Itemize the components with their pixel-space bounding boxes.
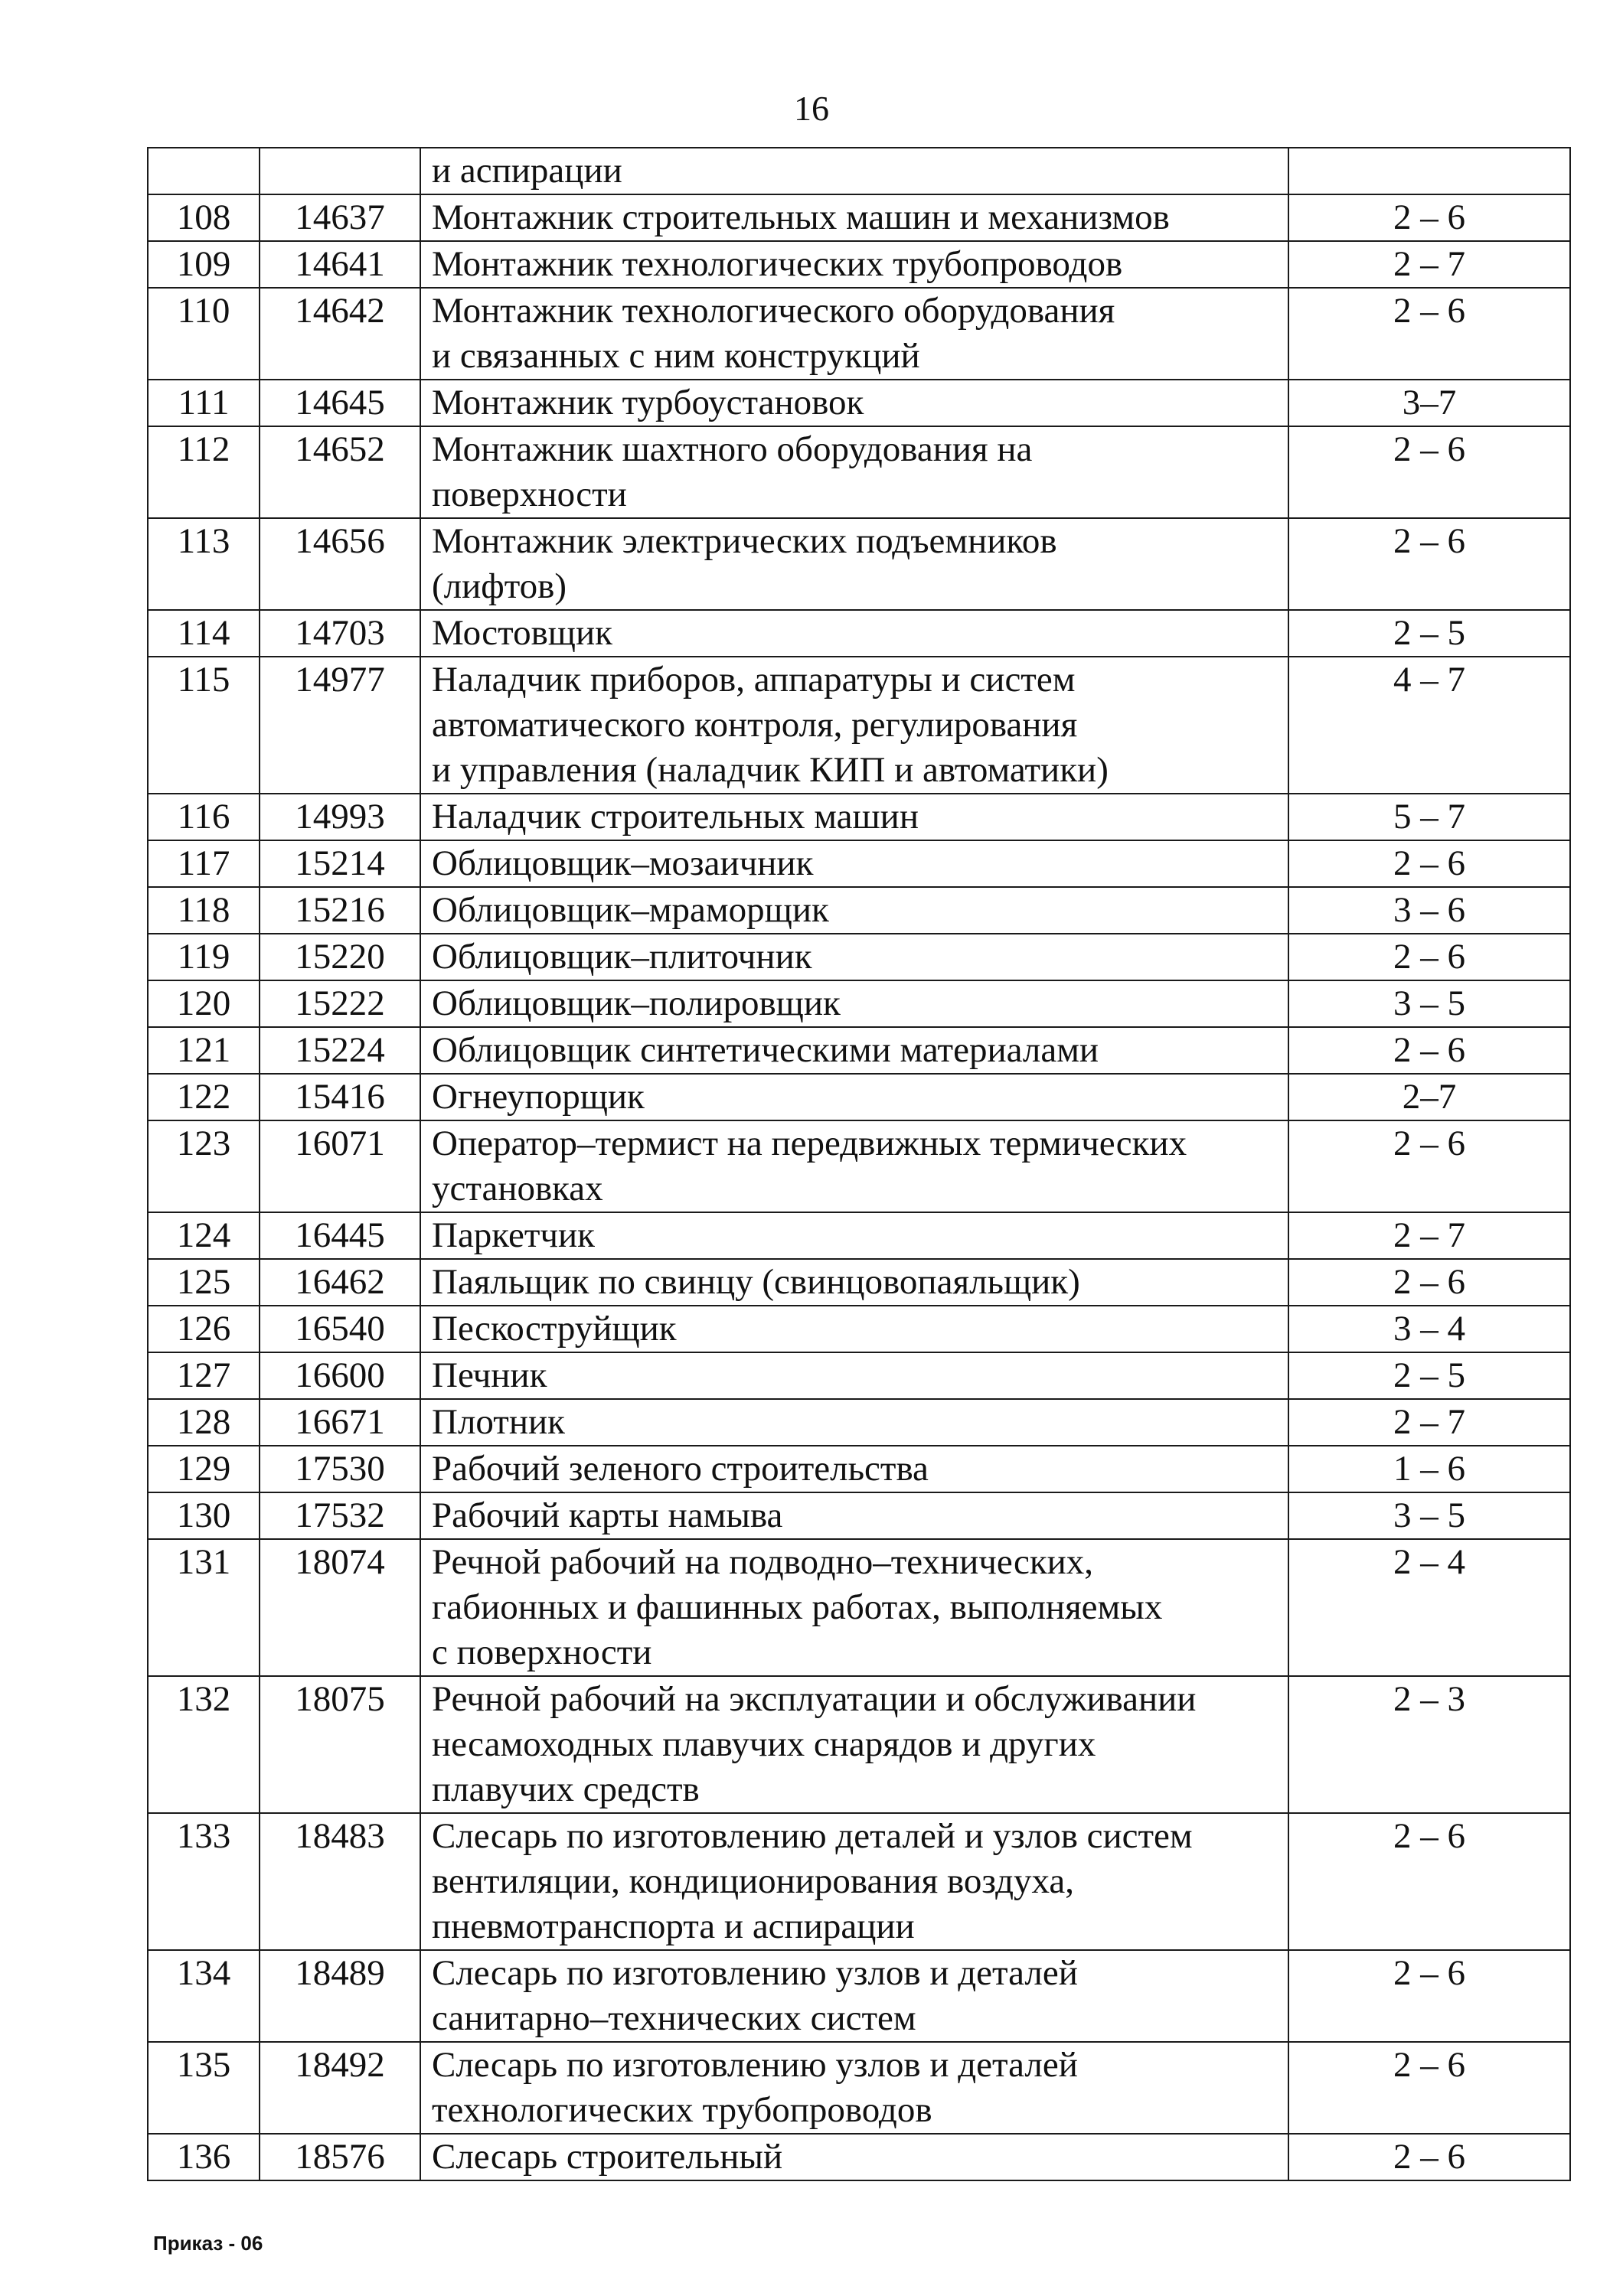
- table-row: [148, 794, 1570, 840]
- profession-name-cell: Монтажник технологического оборудования и связанных с ним конструкций: [420, 288, 1288, 380]
- profession-name-cell: Монтажник шахтного оборудования на поверхности: [420, 426, 1288, 518]
- table-row: [148, 1352, 1570, 1399]
- row-number-cell: 120: [148, 980, 260, 1027]
- profession-code-cell: 15222: [260, 980, 420, 1027]
- grade-range-cell: 2 – 7: [1288, 241, 1570, 288]
- grade-range-cell: 2 – 5: [1288, 1352, 1570, 1399]
- row-number-cell: 130: [148, 1492, 260, 1539]
- profession-code-cell: 14645: [260, 380, 420, 426]
- profession-name-cell: Речной рабочий на эксплуатации и обслуживании несамоходных плавучих снарядов и других плавучих средств: [420, 1676, 1288, 1813]
- profession-name-cell: Облицовщик синтетическими материалами: [420, 1027, 1288, 1074]
- table-row: [148, 610, 1570, 657]
- table-row: [148, 1950, 1570, 2042]
- row-number-cell: 115: [148, 657, 260, 794]
- profession-code-cell: 14641: [260, 241, 420, 288]
- profession-code-cell: 18075: [260, 1676, 420, 1813]
- profession-code-cell: 15416: [260, 1074, 420, 1120]
- grade-range-cell: 2 – 6: [1288, 1259, 1570, 1306]
- grade-range-cell: 2 – 6: [1288, 2134, 1570, 2180]
- grade-range-cell: 2 – 6: [1288, 2042, 1570, 2134]
- grade-range-cell: 2 – 6: [1288, 1120, 1570, 1212]
- row-number-cell: 136: [148, 2134, 260, 2180]
- table-row: [148, 426, 1570, 518]
- grade-range-cell: 3 – 4: [1288, 1306, 1570, 1352]
- table-row: [148, 194, 1570, 241]
- profession-name-cell: Мостовщик: [420, 610, 1288, 657]
- row-number-cell: 126: [148, 1306, 260, 1352]
- profession-code-cell: 16671: [260, 1399, 420, 1446]
- profession-name-cell: Слесарь по изготовлению деталей и узлов систем вентиляции, кондиционирования воздуха, пневмотранспорта и аспирации: [420, 1813, 1288, 1950]
- profession-name-cell: Слесарь по изготовлению узлов и деталей технологических трубопроводов: [420, 2042, 1288, 2134]
- profession-code-cell: 14977: [260, 657, 420, 794]
- profession-code-cell: 16445: [260, 1212, 420, 1259]
- row-number-cell: 123: [148, 1120, 260, 1212]
- row-number-cell: 135: [148, 2042, 260, 2134]
- profession-name-cell: Наладчик строительных машин: [420, 794, 1288, 840]
- grade-range-cell: 2 – 4: [1288, 1539, 1570, 1676]
- profession-code-cell: 18483: [260, 1813, 420, 1950]
- profession-code-cell: 16071: [260, 1120, 420, 1212]
- grade-range-cell: 3–7: [1288, 380, 1570, 426]
- profession-code-cell: 16600: [260, 1352, 420, 1399]
- grade-range-cell: 3 – 5: [1288, 980, 1570, 1027]
- table-row: [148, 1492, 1570, 1539]
- row-number-cell: 125: [148, 1259, 260, 1306]
- grade-range-cell: [1288, 148, 1570, 194]
- grade-range-cell: 2 – 7: [1288, 1212, 1570, 1259]
- profession-name-cell: Слесарь по изготовлению узлов и деталей санитарно–технических систем: [420, 1950, 1288, 2042]
- row-number-cell: [148, 148, 260, 194]
- profession-code-cell: 16462: [260, 1259, 420, 1306]
- profession-code-cell: 14652: [260, 426, 420, 518]
- grade-range-cell: 2 – 6: [1288, 194, 1570, 241]
- table-row: [148, 840, 1570, 887]
- profession-code-cell: 15224: [260, 1027, 420, 1074]
- profession-name-cell: Монтажник электрических подъемников (лифтов): [420, 518, 1288, 610]
- profession-code-cell: 14642: [260, 288, 420, 380]
- grade-range-cell: 2 – 5: [1288, 610, 1570, 657]
- table-row: [148, 657, 1570, 794]
- grade-range-cell: 3 – 5: [1288, 1492, 1570, 1539]
- row-number-cell: 113: [148, 518, 260, 610]
- professions-table-body: [148, 148, 1570, 2180]
- table-row: [148, 1027, 1570, 1074]
- profession-name-cell: Рабочий карты намыва: [420, 1492, 1288, 1539]
- table-row: [148, 1212, 1570, 1259]
- profession-name-cell: Паяльщик по свинцу (свинцовопаяльщик): [420, 1259, 1288, 1306]
- grade-range-cell: 5 – 7: [1288, 794, 1570, 840]
- row-number-cell: 132: [148, 1676, 260, 1813]
- profession-code-cell: 14656: [260, 518, 420, 610]
- table-row: [148, 887, 1570, 934]
- profession-name-cell: Облицовщик–мраморщик: [420, 887, 1288, 934]
- profession-name-cell: Монтажник технологических трубопроводов: [420, 241, 1288, 288]
- table-row: [148, 148, 1570, 194]
- table-row: [148, 518, 1570, 610]
- row-number-cell: 116: [148, 794, 260, 840]
- profession-name-cell: Речной рабочий на подводно–технических, габионных и фашинных работах, выполняемых с поверхности: [420, 1539, 1288, 1676]
- profession-name-cell: Наладчик приборов, аппаратуры и систем автоматического контроля, регулирования и управления (наладчик КИП и автоматики): [420, 657, 1288, 794]
- grade-range-cell: 2 – 6: [1288, 934, 1570, 980]
- profession-name-cell: Облицовщик–полировщик: [420, 980, 1288, 1027]
- table-row: [148, 241, 1570, 288]
- row-number-cell: 131: [148, 1539, 260, 1676]
- profession-name-cell: и аспирации: [420, 148, 1288, 194]
- profession-name-cell: Облицовщик–мозаичник: [420, 840, 1288, 887]
- profession-code-cell: 15214: [260, 840, 420, 887]
- grade-range-cell: 2 – 6: [1288, 1027, 1570, 1074]
- profession-name-cell: Огнеупорщик: [420, 1074, 1288, 1120]
- table-row: [148, 1399, 1570, 1446]
- profession-code-cell: 18492: [260, 2042, 420, 2134]
- table-row: [148, 1074, 1570, 1120]
- profession-name-cell: Монтажник турбоустановок: [420, 380, 1288, 426]
- row-number-cell: 124: [148, 1212, 260, 1259]
- row-number-cell: 111: [148, 380, 260, 426]
- profession-name-cell: Плотник: [420, 1399, 1288, 1446]
- profession-code-cell: 16540: [260, 1306, 420, 1352]
- grade-range-cell: 3 – 6: [1288, 887, 1570, 934]
- row-number-cell: 119: [148, 934, 260, 980]
- table-row: [148, 380, 1570, 426]
- profession-code-cell: 14703: [260, 610, 420, 657]
- profession-code-cell: 14637: [260, 194, 420, 241]
- profession-name-cell: Печник: [420, 1352, 1288, 1399]
- grade-range-cell: 2 – 3: [1288, 1676, 1570, 1813]
- grade-range-cell: 2 – 6: [1288, 840, 1570, 887]
- profession-code-cell: 18489: [260, 1950, 420, 2042]
- table-row: [148, 980, 1570, 1027]
- table-row: [148, 1446, 1570, 1492]
- table-row: [148, 1676, 1570, 1813]
- profession-name-cell: Облицовщик–плиточник: [420, 934, 1288, 980]
- profession-name-cell: Монтажник строительных машин и механизмов: [420, 194, 1288, 241]
- profession-name-cell: Слесарь строительный: [420, 2134, 1288, 2180]
- profession-name-cell: Пескоструйщик: [420, 1306, 1288, 1352]
- profession-code-cell: 17530: [260, 1446, 420, 1492]
- row-number-cell: 121: [148, 1027, 260, 1074]
- profession-code-cell: 15216: [260, 887, 420, 934]
- row-number-cell: 122: [148, 1074, 260, 1120]
- row-number-cell: 134: [148, 1950, 260, 2042]
- row-number-cell: 129: [148, 1446, 260, 1492]
- row-number-cell: 112: [148, 426, 260, 518]
- professions-table: [147, 147, 1571, 2181]
- row-number-cell: 128: [148, 1399, 260, 1446]
- row-number-cell: 114: [148, 610, 260, 657]
- table-row: [148, 1259, 1570, 1306]
- profession-code-cell: 17532: [260, 1492, 420, 1539]
- grade-range-cell: 2 – 6: [1288, 288, 1570, 380]
- table-row: [148, 1539, 1570, 1676]
- profession-name-cell: Рабочий зеленого строительства: [420, 1446, 1288, 1492]
- grade-range-cell: 4 – 7: [1288, 657, 1570, 794]
- row-number-cell: 109: [148, 241, 260, 288]
- table-row: [148, 934, 1570, 980]
- table-row: [148, 1120, 1570, 1212]
- grade-range-cell: 1 – 6: [1288, 1446, 1570, 1492]
- footer-label: Приказ - 06: [153, 2232, 263, 2255]
- table-row: [148, 1306, 1570, 1352]
- grade-range-cell: 2–7: [1288, 1074, 1570, 1120]
- grade-range-cell: 2 – 6: [1288, 426, 1570, 518]
- page-number: 16: [794, 89, 829, 128]
- table-row: [148, 1813, 1570, 1950]
- profession-code-cell: [260, 148, 420, 194]
- row-number-cell: 127: [148, 1352, 260, 1399]
- profession-code-cell: 14993: [260, 794, 420, 840]
- profession-code-cell: 18576: [260, 2134, 420, 2180]
- profession-name-cell: Паркетчик: [420, 1212, 1288, 1259]
- grade-range-cell: 2 – 6: [1288, 1950, 1570, 2042]
- table-row: [148, 2134, 1570, 2180]
- row-number-cell: 110: [148, 288, 260, 380]
- grade-range-cell: 2 – 6: [1288, 518, 1570, 610]
- row-number-cell: 108: [148, 194, 260, 241]
- profession-code-cell: 18074: [260, 1539, 420, 1676]
- table-row: [148, 2042, 1570, 2134]
- profession-name-cell: Оператор–термист на передвижных термических установках: [420, 1120, 1288, 1212]
- grade-range-cell: 2 – 7: [1288, 1399, 1570, 1446]
- profession-code-cell: 15220: [260, 934, 420, 980]
- table-row: [148, 288, 1570, 380]
- row-number-cell: 118: [148, 887, 260, 934]
- grade-range-cell: 2 – 6: [1288, 1813, 1570, 1950]
- row-number-cell: 133: [148, 1813, 260, 1950]
- row-number-cell: 117: [148, 840, 260, 887]
